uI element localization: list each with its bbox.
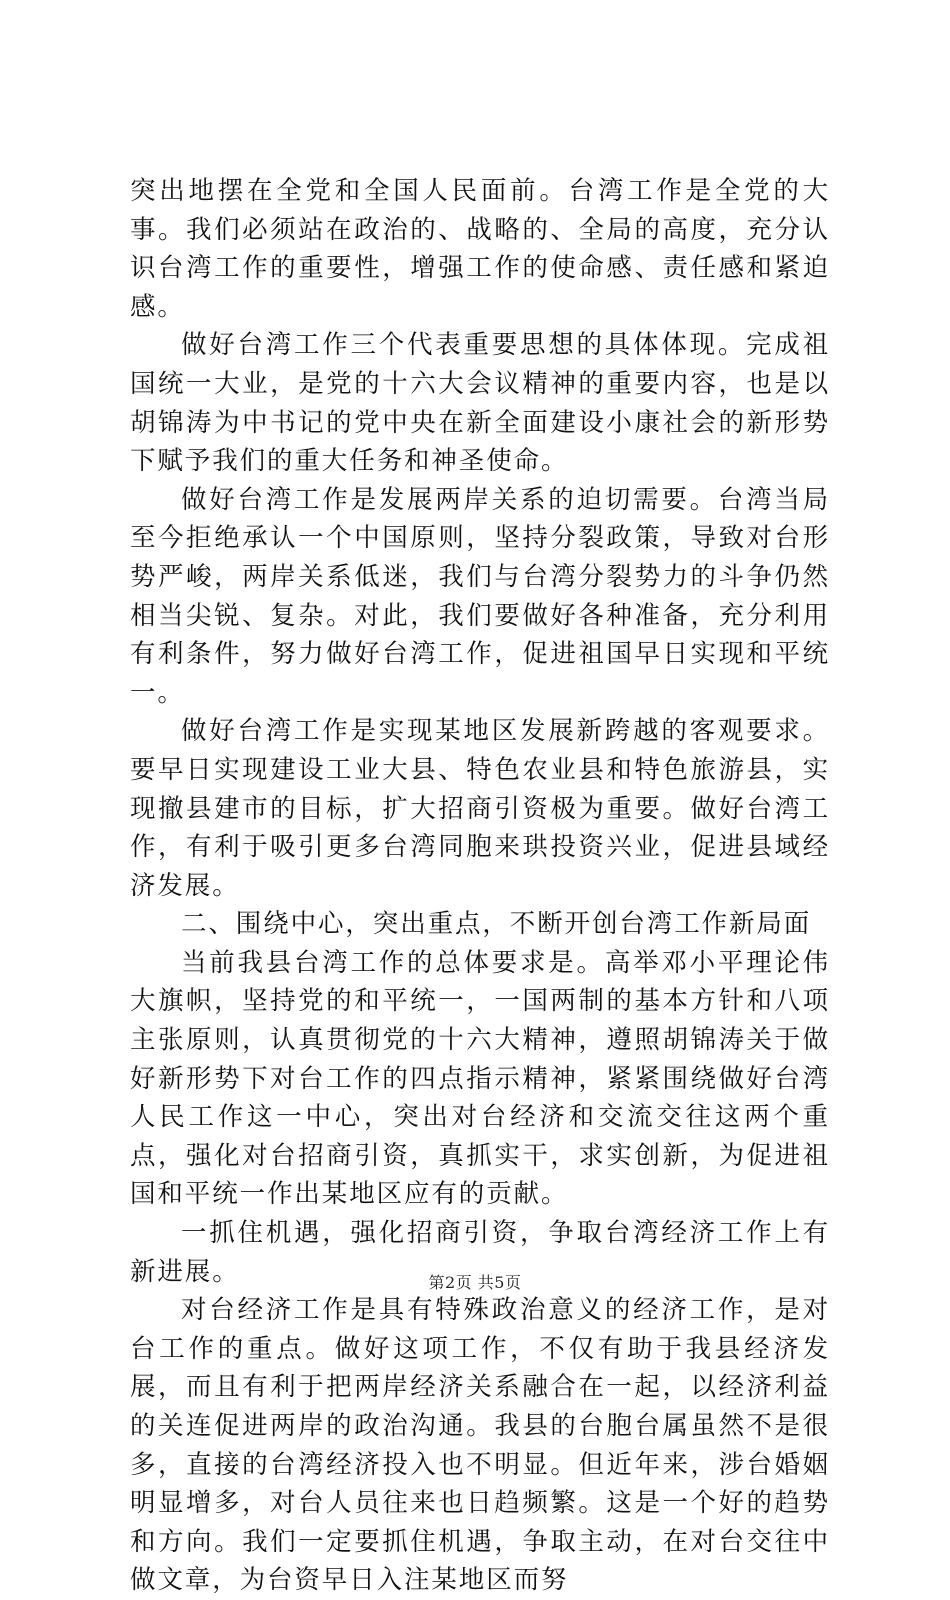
paragraph-continuation: 突出地摆在全党和全国人民面前。台湾工作是全党的大事。我们必须站在政治的、战略的、全局的高度，充分认识台湾工作的重要性，增强工作的使命感、责任感和紧迫感。 — [130, 176, 830, 322]
paragraph-cross-strait-need: 做好台湾工作是发展两岸关系的迫切需要。台湾当局至今拒绝承认一个中国原则，坚持分裂政策，导致对台形势严峻，两岸关系低迷，我们与台湾分裂势力的斗争仍然相当尖锐、复杂。对此，我们要做好各种准备，充分利用有利条件，努力做好台湾工作，促进祖国早日实现和平统一。 — [130, 484, 830, 708]
page-number-footer: 第2页 共5页 — [428, 1273, 522, 1292]
paragraph-three-represents: 做好台湾工作三个代表重要思想的具体体现。完成祖国统一大业，是党的十六大会议精神的重要内容，也是以胡锦涛为中书记的党中央在新全面建设小康社会的新形势下赋予我们的重大任务和神圣使命。 — [130, 330, 830, 477]
paragraph-regional-development: 做好台湾工作是实现某地区发展新跨越的客观要求。要早日实现建设工业大县、特色农业县和特色旅游县，实现撤县建市的目标，扩大招商引资极为重要。做好台湾工作，有利于吸引更多台湾同胞来珙投资兴业，促进县域经济发展。 — [130, 716, 830, 901]
document-body — [130, 172, 830, 1600]
paragraph-overall-requirements: 当前我县台湾工作的总体要求是。高举邓小平理论伟大旗帜，坚持党的和平统一，一国两制的基本方针和八项主张原则，认真贯彻党的十六大精神，遵照胡锦涛关于做好新形势下对台工作的四点指示精神，紧紧围绕做好台湾人民工作这一中心，突出对台经济和交流交往这两个重点，强化对台招商引资，真抓实干，求实创新，为促进祖国和平统一作出某地区应有的贡献。 — [130, 947, 830, 1210]
paragraph-economic-work: 对台经济工作是具有特殊政治意义的经济工作，是对台工作的重点。做好这项工作，不仅有助于我县经济发展，而且有利于把两岸经济关系融合在一起，以经济利益的关连促进两岸的政治沟通。我县的台胞台属虽然不是很多，直接的台湾经济投入也不明显。但近年来，涉台婚姻明显增多，对台人员往来也日趋频繁。这是一个好的趋势和方向。我们一定要抓住机遇，争取主动，在对台交往中做文章，为台资早日入注某地区而努 — [130, 1295, 830, 1596]
section-heading-two: 二、围绕中心，突出重点，不断开创台湾工作新局面 — [181, 909, 812, 940]
subheading-seize-opportunity: 一抓住机遇，强化招商引资，争取台湾经济工作上有新进展。 — [130, 1218, 830, 1287]
